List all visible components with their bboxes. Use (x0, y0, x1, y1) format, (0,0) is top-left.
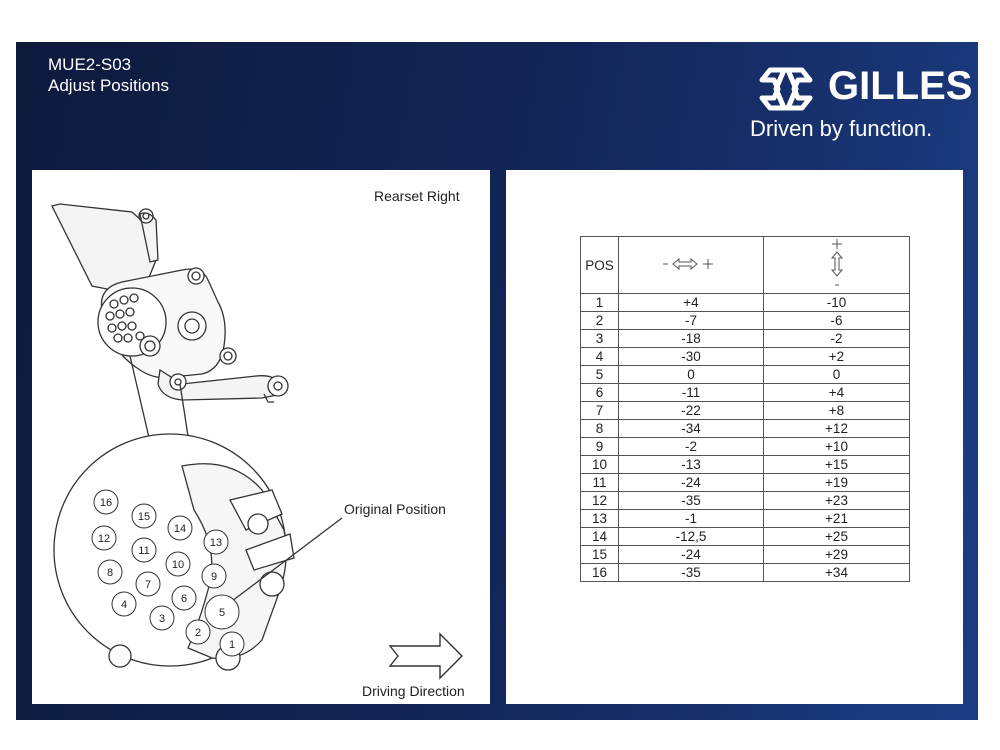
hole-label: 13 (209, 537, 223, 549)
horizontal-cell: -30 (619, 348, 764, 366)
model-code: MUE2-S03 (48, 55, 132, 74)
hole-label: 2 (194, 627, 202, 639)
table-row (581, 564, 910, 582)
pos-cell: 5 (581, 366, 619, 384)
brand-name: GILLES (828, 64, 973, 108)
hole-label: 10 (171, 559, 185, 571)
hole-label: 14 (173, 523, 187, 535)
hole-label: 3 (158, 613, 166, 625)
vertical-cell: +2 (764, 348, 910, 366)
vertical-cell: -10 (764, 294, 910, 312)
hole-label: 1 (228, 639, 236, 651)
table-row (581, 438, 910, 456)
gilles-logo (748, 64, 973, 148)
table-row (581, 528, 910, 546)
horizontal-cell: -13 (619, 456, 764, 474)
vertical-cell: -2 (764, 330, 910, 348)
vertical-cell: +25 (764, 528, 910, 546)
vertical-cell: +21 (764, 510, 910, 528)
pos-cell: 7 (581, 402, 619, 420)
document-title (48, 54, 169, 96)
vertical-cell: +10 (764, 438, 910, 456)
diagram-title: Rearset Right (374, 188, 460, 204)
horizontal-cell: +4 (619, 294, 764, 312)
horizontal-minus-plus-arrow-icon (661, 256, 721, 272)
horizontal-cell: -34 (619, 420, 764, 438)
vertical-cell: +4 (764, 384, 910, 402)
horizontal-cell: -1 (619, 510, 764, 528)
pos-cell: 2 (581, 312, 619, 330)
horizontal-cell: -35 (619, 564, 764, 582)
positions-table (580, 236, 910, 582)
table-row (581, 510, 910, 528)
page-subtitle: Adjust Positions (48, 76, 169, 95)
horizontal-cell: -11 (619, 384, 764, 402)
pos-cell: 10 (581, 456, 619, 474)
pos-cell: 3 (581, 330, 619, 348)
hole-label: 11 (138, 545, 150, 557)
table-row (581, 330, 910, 348)
horizontal-cell: -7 (619, 312, 764, 330)
pos-cell: 13 (581, 510, 619, 528)
hole-label: 7 (144, 579, 152, 591)
vertical-cell: +12 (764, 420, 910, 438)
table-row (581, 492, 910, 510)
horizontal-cell: -24 (619, 546, 764, 564)
table-row (581, 456, 910, 474)
table-row (581, 384, 910, 402)
pos-cell: 15 (581, 546, 619, 564)
vertical-cell: -6 (764, 312, 910, 330)
vertical-plus-minus-arrow-icon (829, 238, 845, 290)
positions-table-panel (506, 170, 963, 704)
horizontal-cell: -18 (619, 330, 764, 348)
hole-label: 6 (180, 593, 188, 605)
horizontal-cell: 0 (619, 366, 764, 384)
gilles-emblem-icon (748, 64, 824, 114)
pos-cell: 16 (581, 564, 619, 582)
vertical-offset-header (764, 237, 910, 294)
pos-cell: 1 (581, 294, 619, 312)
horizontal-offset-header (619, 237, 764, 294)
vertical-cell: +8 (764, 402, 910, 420)
pos-cell: 4 (581, 348, 619, 366)
tagline: Driven by function. (750, 116, 933, 141)
pos-header: POS (581, 237, 619, 294)
table-header-row (581, 237, 910, 294)
hole-label: 16 (99, 497, 113, 509)
horizontal-cell: -2 (619, 438, 764, 456)
hole-label: 15 (137, 511, 151, 523)
pos-cell: 8 (581, 420, 619, 438)
vertical-cell: +34 (764, 564, 910, 582)
table-row (581, 294, 910, 312)
vertical-cell: +15 (764, 456, 910, 474)
hole-label: 5 (218, 607, 226, 619)
vertical-cell: +23 (764, 492, 910, 510)
table-row (581, 402, 910, 420)
table-row (581, 420, 910, 438)
pos-cell: 14 (581, 528, 619, 546)
table-row (581, 366, 910, 384)
horizontal-cell: -12,5 (619, 528, 764, 546)
pos-cell: 9 (581, 438, 619, 456)
vertical-cell: +19 (764, 474, 910, 492)
pos-cell: 6 (581, 384, 619, 402)
table-row (581, 546, 910, 564)
horizontal-cell: -35 (619, 492, 764, 510)
pos-cell: 12 (581, 492, 619, 510)
hole-label: 9 (210, 571, 218, 583)
rearset-diagram-panel (32, 170, 490, 704)
rearset-drawing (32, 170, 490, 704)
hole-label: 4 (120, 599, 128, 611)
horizontal-cell: -22 (619, 402, 764, 420)
vertical-cell: +29 (764, 546, 910, 564)
table-row (581, 312, 910, 330)
driving-direction-label: Driving Direction (362, 683, 465, 699)
hole-label: 8 (106, 567, 114, 579)
pos-cell: 11 (581, 474, 619, 492)
table-row (581, 348, 910, 366)
original-position-label: Original Position (344, 501, 446, 517)
horizontal-cell: -24 (619, 474, 764, 492)
table-row (581, 474, 910, 492)
vertical-cell: 0 (764, 366, 910, 384)
hole-label: 12 (97, 533, 111, 545)
